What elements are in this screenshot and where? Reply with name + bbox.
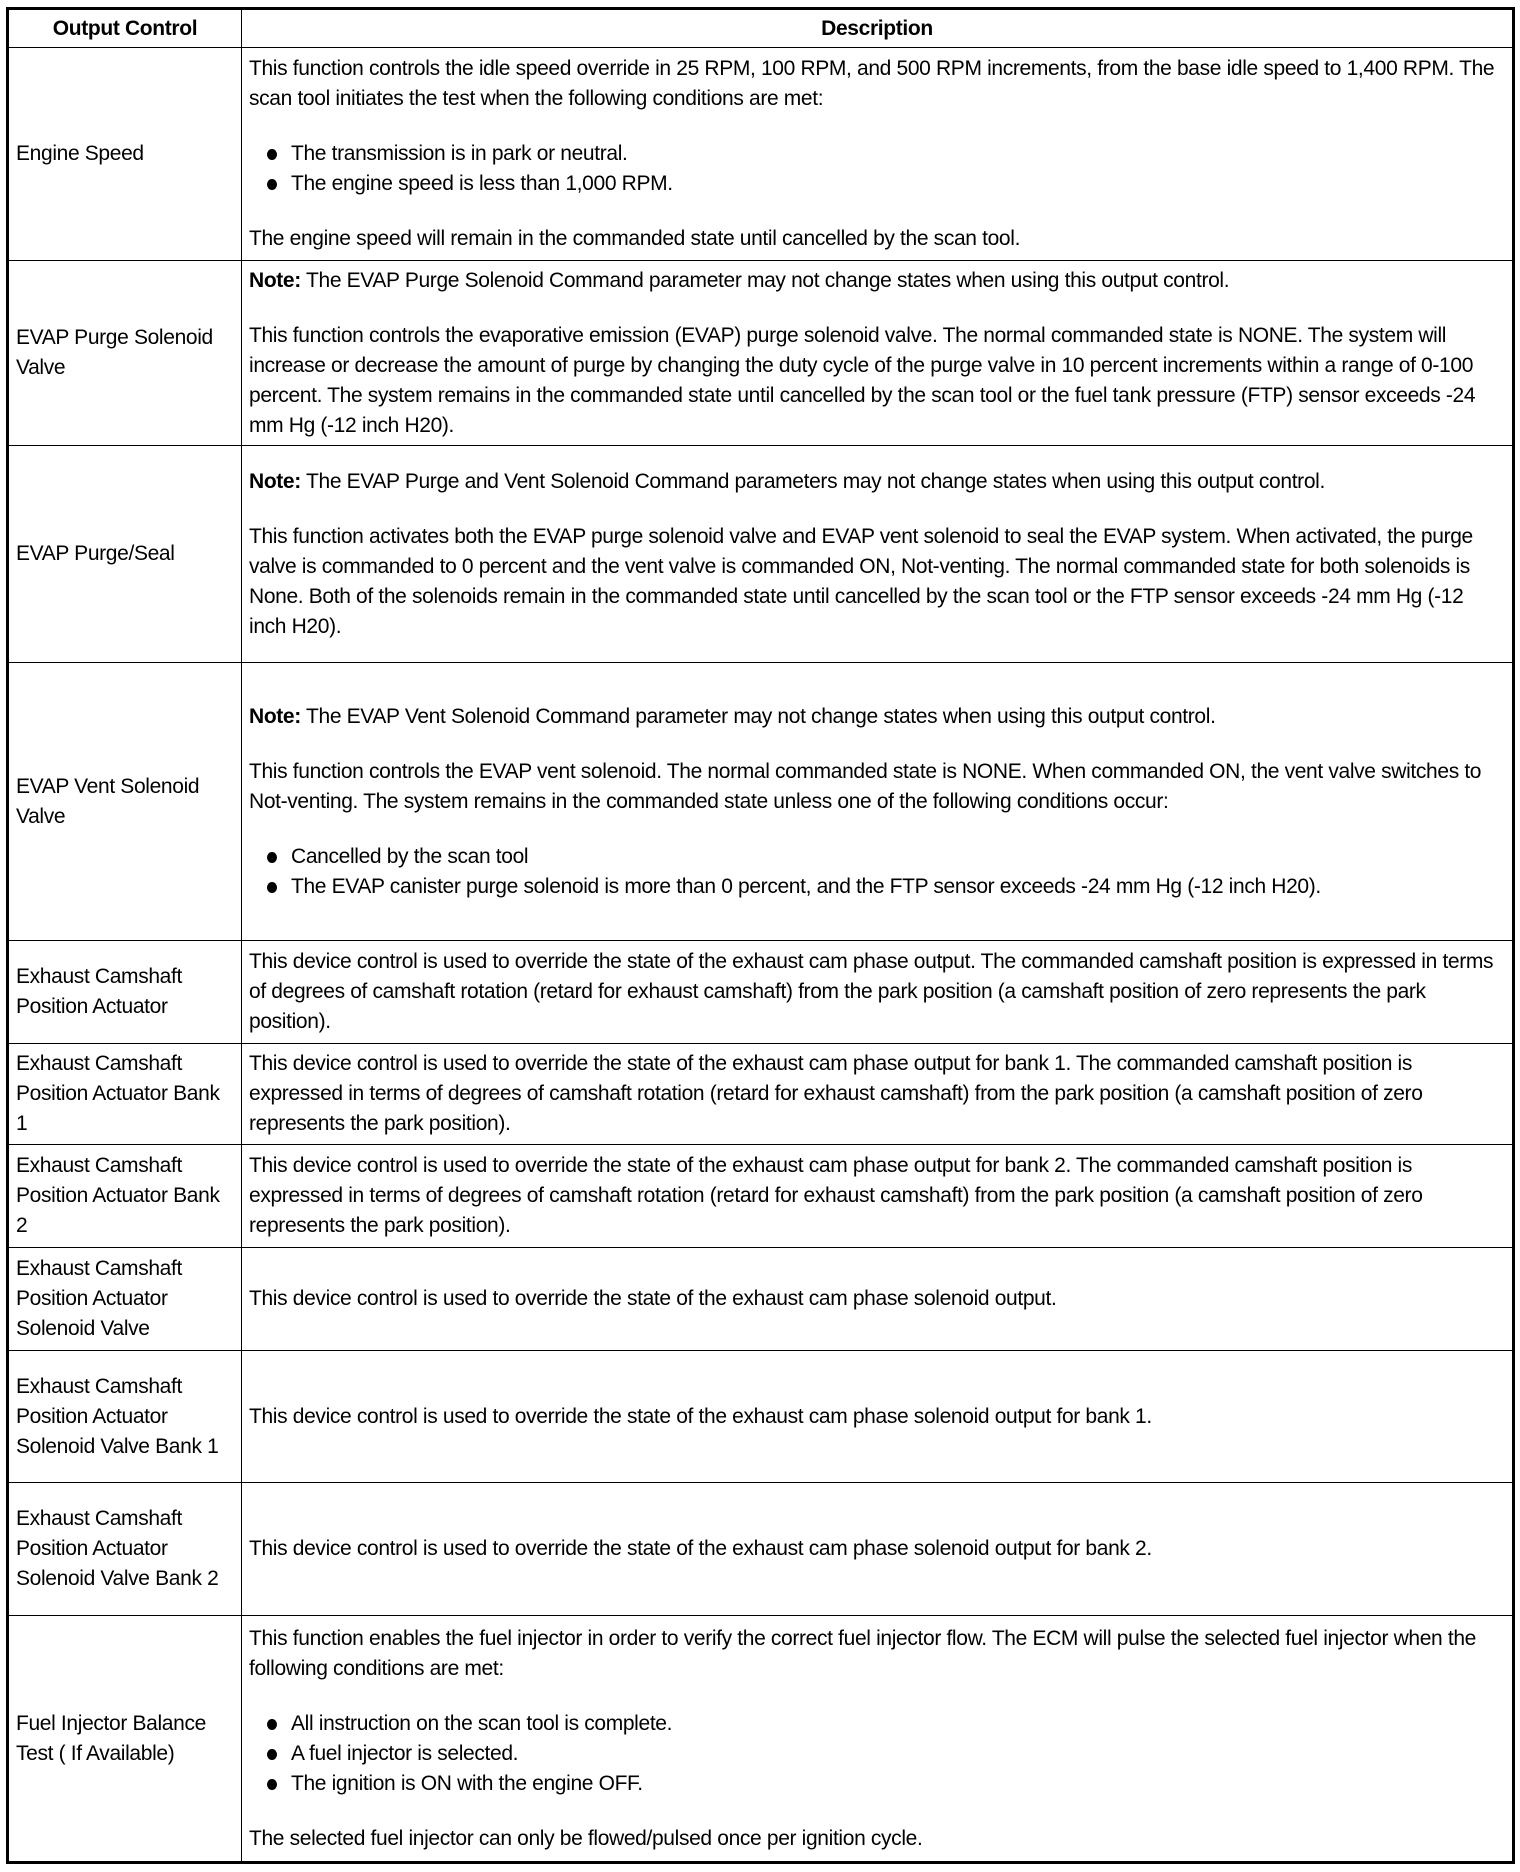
paragraph-text: This device control is used to override the state of the exhaust cam phase output for bank 2. The commanded camshaft position is expressed in terms of degrees of camshaft rotation (retard for exhaust camshaft) from the park position (a camshaft position of zero represents the park position). [249, 1154, 1423, 1237]
list-item: The ignition is ON with the engine OFF. [249, 1769, 1505, 1799]
description-paragraph [249, 1624, 1505, 1684]
table-row [8, 941, 1514, 1044]
table-row [8, 1248, 1514, 1351]
description-paragraph [249, 224, 1505, 254]
output-control-name: EVAP Purge/Seal [8, 446, 242, 663]
description-paragraph [249, 1284, 1505, 1314]
condition-list [249, 1709, 1505, 1799]
note-label: Note: [249, 704, 301, 728]
output-control-name: Fuel Injector Balance Test ( If Available) [8, 1616, 242, 1863]
table-row [8, 446, 1514, 663]
description-paragraph [249, 1402, 1505, 1432]
description-paragraph [249, 522, 1505, 642]
output-control-table [6, 7, 1515, 1864]
output-control-name: Exhaust Camshaft Position Actuator [8, 941, 242, 1044]
table-row [8, 663, 1514, 941]
table-row [8, 1483, 1514, 1616]
description-paragraph [249, 321, 1505, 441]
condition-list [249, 842, 1505, 902]
description-cell [242, 446, 1514, 663]
description-paragraph [249, 1534, 1505, 1564]
paragraph-text: This function controls the idle speed override in 25 RPM, 100 RPM, and 500 RPM increments, from the base idle speed to 1,400 RPM. The scan tool initiates the test when the following conditions are met: [249, 57, 1495, 110]
output-control-name: Exhaust Camshaft Position Actuator Solenoid Valve Bank 1 [8, 1351, 242, 1483]
table-row [8, 1616, 1514, 1863]
list-item: Cancelled by the scan tool [249, 842, 1505, 872]
table-row [8, 1351, 1514, 1483]
paragraph-text: This device control is used to override the state of the exhaust cam phase solenoid output. [249, 1287, 1057, 1310]
list-item: A fuel injector is selected. [249, 1739, 1505, 1769]
description-cell [242, 1351, 1514, 1483]
description-cell [242, 663, 1514, 941]
table-row [8, 261, 1514, 446]
table-row [8, 1145, 1514, 1248]
output-control-name: EVAP Vent Solenoid Valve [8, 663, 242, 941]
paragraph-text: The engine speed will remain in the commanded state until cancelled by the scan tool. [249, 227, 1021, 250]
paragraph-text: This function enables the fuel injector in order to verify the correct fuel injector flow. The ECM will pulse the selected fuel injector when the following conditions are met: [249, 1626, 1477, 1680]
description-cell [242, 1616, 1514, 1863]
table-row [8, 1044, 1514, 1145]
description-paragraph [249, 757, 1505, 817]
description-cell [242, 1145, 1514, 1248]
description-cell [242, 941, 1514, 1044]
description-cell [242, 1248, 1514, 1351]
paragraph-text: This device control is used to override the state of the exhaust cam phase solenoid output for bank 2. [249, 1537, 1152, 1560]
note-label: Note: [249, 469, 301, 493]
list-item: The transmission is in park or neutral. [249, 139, 1505, 169]
note-paragraph [249, 266, 1505, 296]
table-row [8, 48, 1514, 261]
description-cell [242, 1044, 1514, 1145]
output-control-name: Exhaust Camshaft Position Actuator Bank 2 [8, 1145, 242, 1248]
condition-list [249, 139, 1505, 199]
paragraph-text: This function controls the evaporative emission (EVAP) purge solenoid valve. The normal commanded state is NONE. The system will increase or decrease the amount of purge by changing the duty cycle of the purge valve in 10 percent increments within a range of 0-100 percent. The system remains in the commanded state until cancelled by the scan tool or the fuel tank pressure (FTP) sensor exceeds -24 mm Hg (-12 inch H20). [249, 323, 1476, 437]
paragraph-text: This device control is used to override the state of the exhaust cam phase output. The commanded camshaft position is expressed in terms of degrees of camshaft rotation (retard for exhaust camshaft) from the park position (a camshaft position of zero represents the park position). [249, 950, 1494, 1033]
header-description: Description [242, 9, 1514, 48]
description-paragraph [249, 1049, 1505, 1139]
paragraph-text: The selected fuel injector can only be flowed/pulsed once per ignition cycle. [249, 1826, 923, 1850]
description-paragraph [249, 1151, 1505, 1241]
output-control-name: Exhaust Camshaft Position Actuator Solenoid Valve Bank 2 [8, 1483, 242, 1616]
note-paragraph [249, 467, 1505, 497]
description-cell [242, 48, 1514, 261]
description-cell [242, 261, 1514, 446]
output-control-name: Exhaust Camshaft Position Actuator Solenoid Valve [8, 1248, 242, 1351]
note-label: Note: [249, 268, 301, 292]
paragraph-text: This device control is used to override the state of the exhaust cam phase output for bank 1. The commanded camshaft position is expressed in terms of degrees of camshaft rotation (retard for exhaust camshaft) from the park position (a camshaft position of zero represents the park position). [249, 1052, 1423, 1135]
output-control-name: Exhaust Camshaft Position Actuator Bank 1 [8, 1044, 242, 1145]
table-header-row [8, 9, 1514, 48]
description-cell [242, 1483, 1514, 1616]
description-paragraph [249, 54, 1505, 114]
note-paragraph [249, 702, 1505, 732]
paragraph-text: The EVAP Purge and Vent Solenoid Command parameters may not change states when using this output control. [300, 469, 1325, 493]
list-item: All instruction on the scan tool is complete. [249, 1709, 1505, 1739]
paragraph-text: This function controls the EVAP vent solenoid. The normal commanded state is NONE. When commanded ON, the vent valve switches to Not-venting. The system remains in the commanded state unless one of the following conditions occur: [249, 759, 1482, 813]
paragraph-text: This device control is used to override the state of the exhaust cam phase solenoid output for bank 1. [249, 1404, 1152, 1428]
description-paragraph [249, 947, 1505, 1037]
list-item: The EVAP canister purge solenoid is more than 0 percent, and the FTP sensor exceeds -24 mm Hg (-12 inch H20). [249, 872, 1505, 902]
header-output-control: Output Control [8, 9, 242, 48]
list-item: The engine speed is less than 1,000 RPM. [249, 169, 1505, 199]
paragraph-text: The EVAP Vent Solenoid Command parameter may not change states when using this output control. [300, 704, 1216, 728]
paragraph-text: This function activates both the EVAP purge solenoid valve and EVAP vent solenoid to seal the EVAP system. When activated, the purge valve is commanded to 0 percent and the vent valve is commanded ON, Not-venting. The normal commanded state for both solenoids is None. Both of the solenoids remain in the commanded state until cancelled by the scan tool or the FTP sensor exceeds -24 mm Hg (-12 inch H20). [249, 524, 1473, 638]
description-paragraph [249, 1824, 1505, 1854]
output-control-name: Engine Speed [8, 48, 242, 261]
output-control-name: EVAP Purge Solenoid Valve [8, 261, 242, 446]
paragraph-text: The EVAP Purge Solenoid Command parameter may not change states when using this output control. [300, 268, 1230, 292]
